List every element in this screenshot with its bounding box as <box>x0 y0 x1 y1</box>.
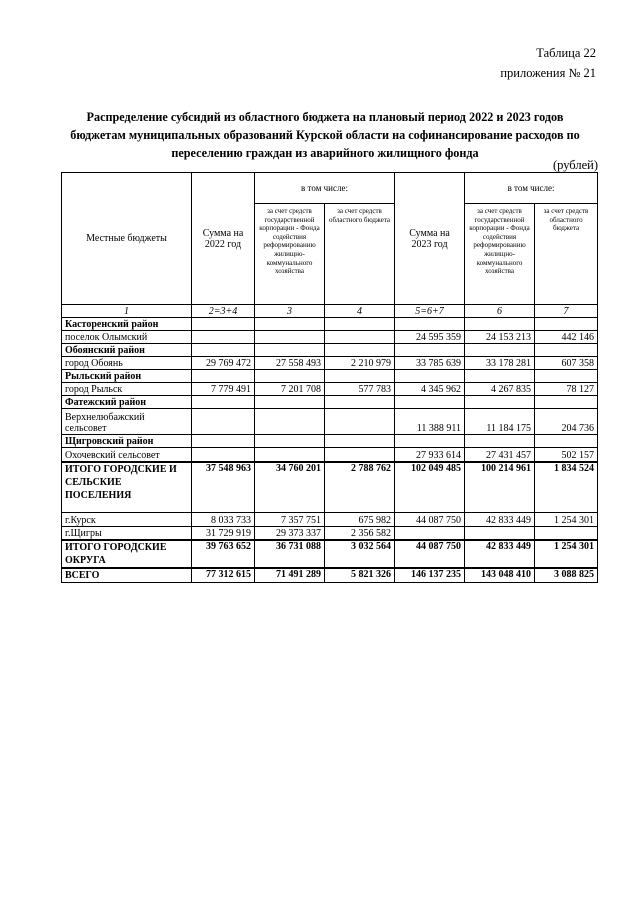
value-cell <box>192 409 255 435</box>
total-row <box>62 462 598 513</box>
category-name: Рыльский район <box>62 370 192 383</box>
title-line: Распределение субсидий из областного бюджета на плановый период 2022 и 2023 годов <box>86 110 564 124</box>
value-cell: 1 254 301 <box>535 513 598 527</box>
value-cell: 1 834 524 <box>535 462 598 513</box>
table-row <box>62 383 598 396</box>
value-cell: 42 833 449 <box>465 540 535 568</box>
empty-cell <box>535 435 598 448</box>
value-cell: 7 357 751 <box>255 513 325 527</box>
subsidy-table <box>61 172 598 583</box>
value-cell: 33 178 281 <box>465 357 535 370</box>
value-cell: 3 032 564 <box>325 540 395 568</box>
row-name: ИТОГО ГОРОДСКИЕ И СЕЛЬСКИЕ ПОСЕЛЕНИЯ <box>62 462 192 513</box>
category-row <box>62 344 598 357</box>
value-cell: 31 729 919 <box>192 527 255 540</box>
header-local-budgets: Местные бюджеты <box>62 173 192 305</box>
empty-cell <box>325 435 395 448</box>
empty-cell <box>395 396 465 409</box>
index-cell: 2=3+4 <box>192 305 255 318</box>
value-cell: 39 763 652 <box>192 540 255 568</box>
empty-cell <box>535 396 598 409</box>
value-cell: 442 146 <box>535 331 598 344</box>
value-cell <box>465 527 535 540</box>
category-name: Касторенский район <box>62 318 192 331</box>
value-cell: 11 388 911 <box>395 409 465 435</box>
value-cell: 77 312 615 <box>192 568 255 583</box>
empty-cell <box>192 318 255 331</box>
value-cell: 33 785 639 <box>395 357 465 370</box>
table-row <box>62 409 598 435</box>
value-cell: 7 779 491 <box>192 383 255 396</box>
value-cell: 577 783 <box>325 383 395 396</box>
value-cell <box>192 331 255 344</box>
column-index-row <box>62 305 598 318</box>
value-cell: 44 087 750 <box>395 513 465 527</box>
value-cell: 34 760 201 <box>255 462 325 513</box>
index-cell: 1 <box>62 305 192 318</box>
value-cell: 36 731 088 <box>255 540 325 568</box>
empty-cell <box>465 435 535 448</box>
value-cell: 4 345 962 <box>395 383 465 396</box>
index-cell: 5=6+7 <box>395 305 465 318</box>
empty-cell <box>192 396 255 409</box>
value-cell: 24 595 359 <box>395 331 465 344</box>
value-cell: 146 137 235 <box>395 568 465 583</box>
value-cell: 44 087 750 <box>395 540 465 568</box>
empty-cell <box>192 370 255 383</box>
empty-cell <box>535 344 598 357</box>
index-cell: 3 <box>255 305 325 318</box>
value-cell <box>395 527 465 540</box>
index-cell: 7 <box>535 305 598 318</box>
category-row <box>62 435 598 448</box>
value-cell: 11 184 175 <box>465 409 535 435</box>
value-cell <box>325 331 395 344</box>
index-cell: 6 <box>465 305 535 318</box>
table-row <box>62 527 598 540</box>
value-cell <box>255 448 325 462</box>
empty-cell <box>395 344 465 357</box>
header-regional-2022: за счет средств областного бюджета <box>325 204 395 305</box>
category-row <box>62 318 598 331</box>
title-line: переселению граждан из аварийного жилищного фонда <box>171 146 479 160</box>
value-cell <box>535 527 598 540</box>
value-cell: 3 088 825 <box>535 568 598 583</box>
value-cell: 5 821 326 <box>325 568 395 583</box>
value-cell: 27 933 614 <box>395 448 465 462</box>
empty-cell <box>325 344 395 357</box>
empty-cell <box>255 435 325 448</box>
header-regional-2023: за счет средств областного бюджета <box>535 204 598 305</box>
empty-cell <box>192 435 255 448</box>
value-cell: 27 431 457 <box>465 448 535 462</box>
empty-cell <box>535 370 598 383</box>
value-cell: 27 558 493 <box>255 357 325 370</box>
empty-cell <box>465 344 535 357</box>
value-cell: 143 048 410 <box>465 568 535 583</box>
total-row <box>62 568 598 583</box>
value-cell <box>325 409 395 435</box>
appendix-label: приложения № 21 <box>500 66 596 80</box>
category-name: Щигровский район <box>62 435 192 448</box>
row-name: г.Щигры <box>62 527 192 540</box>
empty-cell <box>535 318 598 331</box>
row-name: г.Курск <box>62 513 192 527</box>
value-cell <box>192 448 255 462</box>
value-cell: 607 358 <box>535 357 598 370</box>
index-cell: 4 <box>325 305 395 318</box>
value-cell: 102 049 485 <box>395 462 465 513</box>
value-cell: 2 356 582 <box>325 527 395 540</box>
value-cell: 1 254 301 <box>535 540 598 568</box>
row-name: город Обоянь <box>62 357 192 370</box>
value-cell: 37 548 963 <box>192 462 255 513</box>
table-row <box>62 513 598 527</box>
value-cell <box>255 331 325 344</box>
title-line: бюджетам муниципальных образований Курской области на софинансирование расходов по <box>70 128 580 142</box>
value-cell: 100 214 961 <box>465 462 535 513</box>
category-name: Фатежский район <box>62 396 192 409</box>
table-row <box>62 331 598 344</box>
value-cell: 29 373 337 <box>255 527 325 540</box>
empty-cell <box>465 370 535 383</box>
header-sum-2023: Сумма на 2023 год <box>395 173 465 305</box>
empty-cell <box>255 370 325 383</box>
value-cell: 502 157 <box>535 448 598 462</box>
value-cell: 24 153 213 <box>465 331 535 344</box>
value-cell: 29 769 472 <box>192 357 255 370</box>
value-cell <box>255 409 325 435</box>
category-row <box>62 370 598 383</box>
value-cell <box>325 448 395 462</box>
empty-cell <box>192 344 255 357</box>
empty-cell <box>395 318 465 331</box>
value-cell: 675 982 <box>325 513 395 527</box>
row-name: ВСЕГО <box>62 568 192 583</box>
empty-cell <box>325 318 395 331</box>
row-name: Верхнелюбажский сельсовет <box>62 409 192 435</box>
value-cell: 2 210 979 <box>325 357 395 370</box>
table-row <box>62 448 598 462</box>
value-cell: 78 127 <box>535 383 598 396</box>
empty-cell <box>255 318 325 331</box>
empty-cell <box>395 435 465 448</box>
value-cell: 8 033 733 <box>192 513 255 527</box>
empty-cell <box>325 396 395 409</box>
value-cell: 71 491 289 <box>255 568 325 583</box>
table-number-label: Таблица 22 <box>536 46 596 60</box>
empty-cell <box>255 396 325 409</box>
header-fund-2022: за счет средств государственной корпорации - Фонда содействия реформированию жилищно-коммунального хозяйства <box>255 204 325 305</box>
empty-cell <box>395 370 465 383</box>
value-cell: 204 736 <box>535 409 598 435</box>
value-cell: 7 201 708 <box>255 383 325 396</box>
category-row <box>62 396 598 409</box>
header-fund-2023: за счет средств государственной корпорации - Фонда содействия реформированию жилищно-коммунального хозяйства <box>465 204 535 305</box>
header-sum-2022: Сумма на 2022 год <box>192 173 255 305</box>
value-cell: 42 833 449 <box>465 513 535 527</box>
empty-cell <box>255 344 325 357</box>
document-title <box>60 108 590 162</box>
empty-cell <box>465 396 535 409</box>
row-name: поселок Олымский <box>62 331 192 344</box>
row-name: Охочевский сельсовет <box>62 448 192 462</box>
empty-cell <box>465 318 535 331</box>
header-including-2023: в том числе: <box>465 173 598 204</box>
value-cell: 2 788 762 <box>325 462 395 513</box>
row-name: город Рыльск <box>62 383 192 396</box>
row-name: ИТОГО ГОРОДСКИЕ ОКРУГА <box>62 540 192 568</box>
value-cell: 4 267 835 <box>465 383 535 396</box>
empty-cell <box>325 370 395 383</box>
category-name: Обоянский район <box>62 344 192 357</box>
table-row <box>62 357 598 370</box>
header-including-2022: в том числе: <box>255 173 395 204</box>
total-row <box>62 540 598 568</box>
unit-label: (рублей) <box>552 158 598 172</box>
